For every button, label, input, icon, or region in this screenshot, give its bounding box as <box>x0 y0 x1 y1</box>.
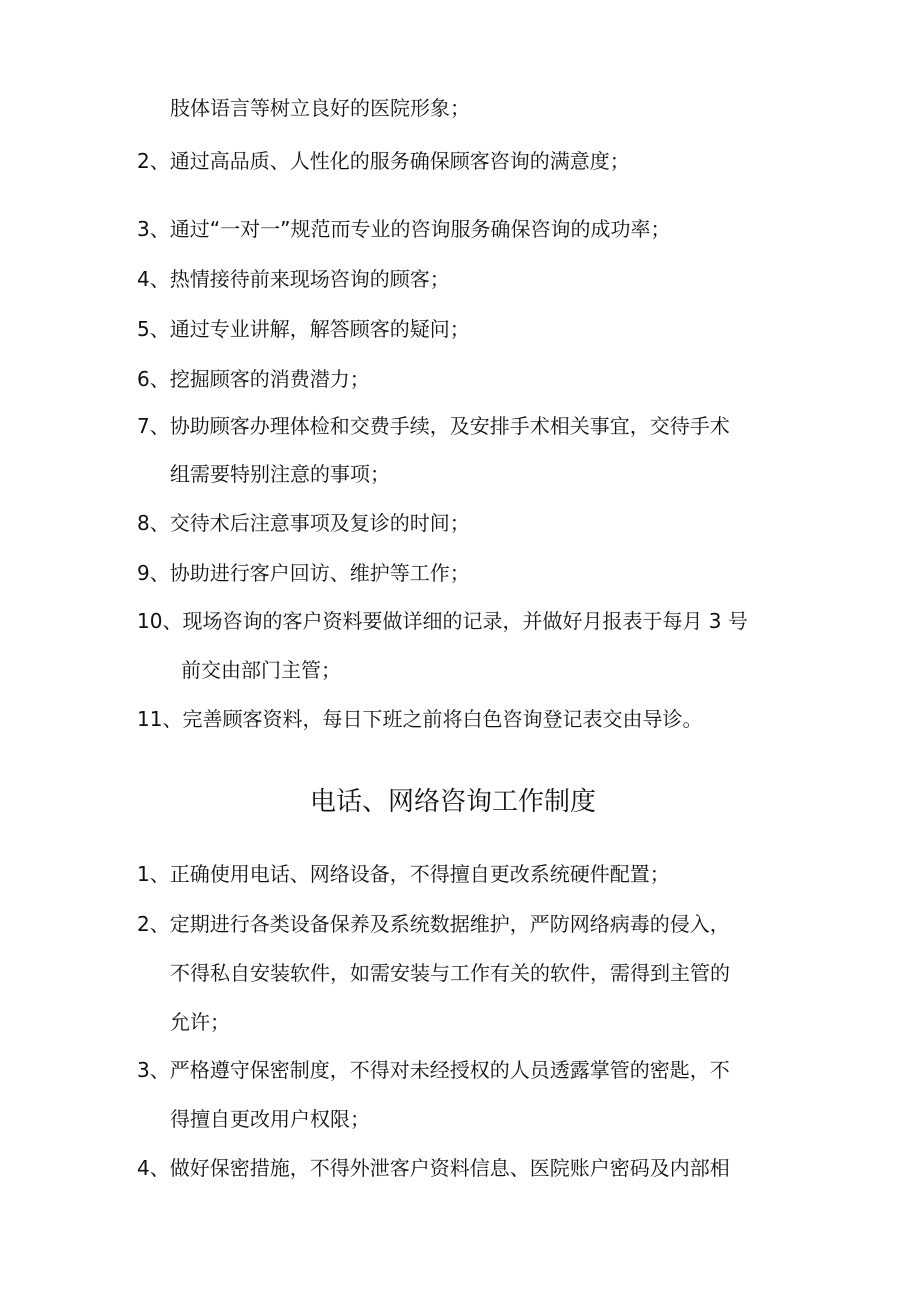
text-line: 前交由部门主管； <box>181 658 341 682</box>
text-line: 2、定期进行各类设备保养及系统数据维护，严防网络病毒的侵入， <box>137 912 730 936</box>
text-line: 1、正确使用电话、网络设备，不得擅自更改系统硬件配置； <box>137 862 670 886</box>
text-line: 7、协助顾客办理体检和交费手续，及安排手术相关事宜，交待手术 <box>137 414 730 438</box>
text-line: 4、做好保密措施，不得外泄客户资料信息、医院账户密码及内部相 <box>137 1156 730 1180</box>
text-line: 3、通过“一对一”规范而专业的咨询服务确保咨询的成功率； <box>137 217 671 241</box>
text-line: 允许； <box>170 1010 230 1034</box>
text-line: 肢体语言等树立良好的医院形象； <box>170 96 470 120</box>
section-title: 电话、网络咨询工作制度 <box>310 787 597 817</box>
text-line: 9、协助进行客户回访、维护等工作； <box>137 561 470 585</box>
text-line: 组需要特别注意的事项； <box>170 462 390 486</box>
text-line: 得擅自更改用户权限； <box>170 1107 370 1131</box>
text-line: 4、热情接待前来现场咨询的顾客； <box>137 267 450 291</box>
text-line: 不得私自安装软件，如需安装与工作有关的软件，需得到主管的 <box>170 961 730 985</box>
text-line: 3、严格遵守保密制度，不得对未经授权的人员透露掌管的密匙，不 <box>137 1058 730 1082</box>
text-line: 5、通过专业讲解，解答顾客的疑问； <box>137 317 470 341</box>
text-line: 2、通过高品质、人性化的服务确保顾客咨询的满意度； <box>137 149 630 173</box>
text-line: 6、挖掘顾客的消费潜力； <box>137 367 370 391</box>
text-line: 10、现场咨询的客户资料要做详细的记录，并做好月报表于每月 3 号 <box>137 609 748 633</box>
text-line: 11、完善顾客资料，每日下班之前将白色咨询登记表交由导诊。 <box>137 707 703 731</box>
text-line: 8、交待术后注意事项及复诊的时间； <box>137 511 470 535</box>
